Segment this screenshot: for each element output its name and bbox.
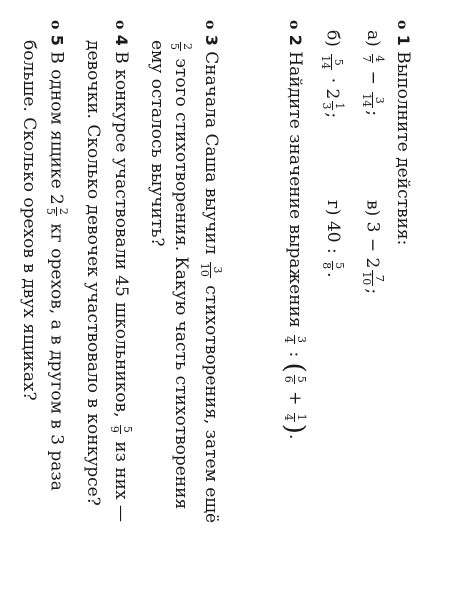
task-5-line-2: больше. Сколько орехов в двух ящиках? [19,40,39,401]
bullet-icon: o [286,20,302,30]
part-label: б) [322,30,343,47]
fraction: 2 5 [168,43,194,50]
part-g: г) 40 : 5 8 . [320,200,346,278]
task-number: 3 [202,34,221,46]
task-number: 4 [112,34,131,46]
bullet-icon: o [202,20,218,30]
task-1-heading [392,20,413,245]
fraction: 4 7 [360,55,386,63]
mixed-number: 2 1 3 [320,88,346,110]
fraction: 5 9 [108,425,134,433]
part-a: а) 4 7 − 3 14 ; [360,30,386,116]
fraction: 3 4 [282,336,308,344]
fraction: 1 4 [282,413,308,421]
task-3-line-3: ему осталось выучить? [147,40,167,247]
part-label: а) [363,30,383,47]
fraction: 3 10 [198,262,224,277]
bullet-icon: o [112,20,128,30]
operator: − [363,70,383,85]
fraction: 5 8 [320,262,346,270]
task-number: 2 [286,34,305,46]
mixed-number: 2 2 5 [44,194,70,215]
bullet-icon: o [47,20,64,30]
task-3-line-1: o 3 Сначала Саша выучил 3 10 стихотворения, затем ещё [198,20,224,524]
bullet-icon: o [394,20,410,30]
task-text: Выполните действия: [393,51,413,246]
fraction: 3 14 [360,93,386,108]
task-5-line-1: o 5 В одном ящике 2 2 5 кг орехов, а в другом в 3 раза [44,20,70,491]
task-text: Найдите значение выражения [285,51,305,328]
task-4-line-1: o 4 В конкурсе участвовали 45 школьников, 5 9 из них — [108,20,134,522]
operator: · [322,77,343,84]
part-v: в) 3 − 2 7 10 ; [360,200,386,295]
task-3-line-2: 2 5 этого стихотворения. Какую часть стихотворения [168,43,194,510]
part-label: в) [362,200,383,217]
task-4-line-2: девочки. Сколько девочек участвовало в конкурсе? [83,40,103,506]
part-b: б) 5 14 · 2 1 3 ; [319,30,346,119]
fraction: 5 14 [319,55,346,70]
task-2: o 2 Найдите значение выражения 3 4 : ( 5 6 + 1 4 ). [279,20,310,440]
fraction: 5 6 [282,375,308,383]
task-number: 5 [47,34,67,46]
mixed-number: 2 7 10 [360,257,386,286]
task-number: 1 [394,34,413,46]
part-label: г) [323,200,343,216]
